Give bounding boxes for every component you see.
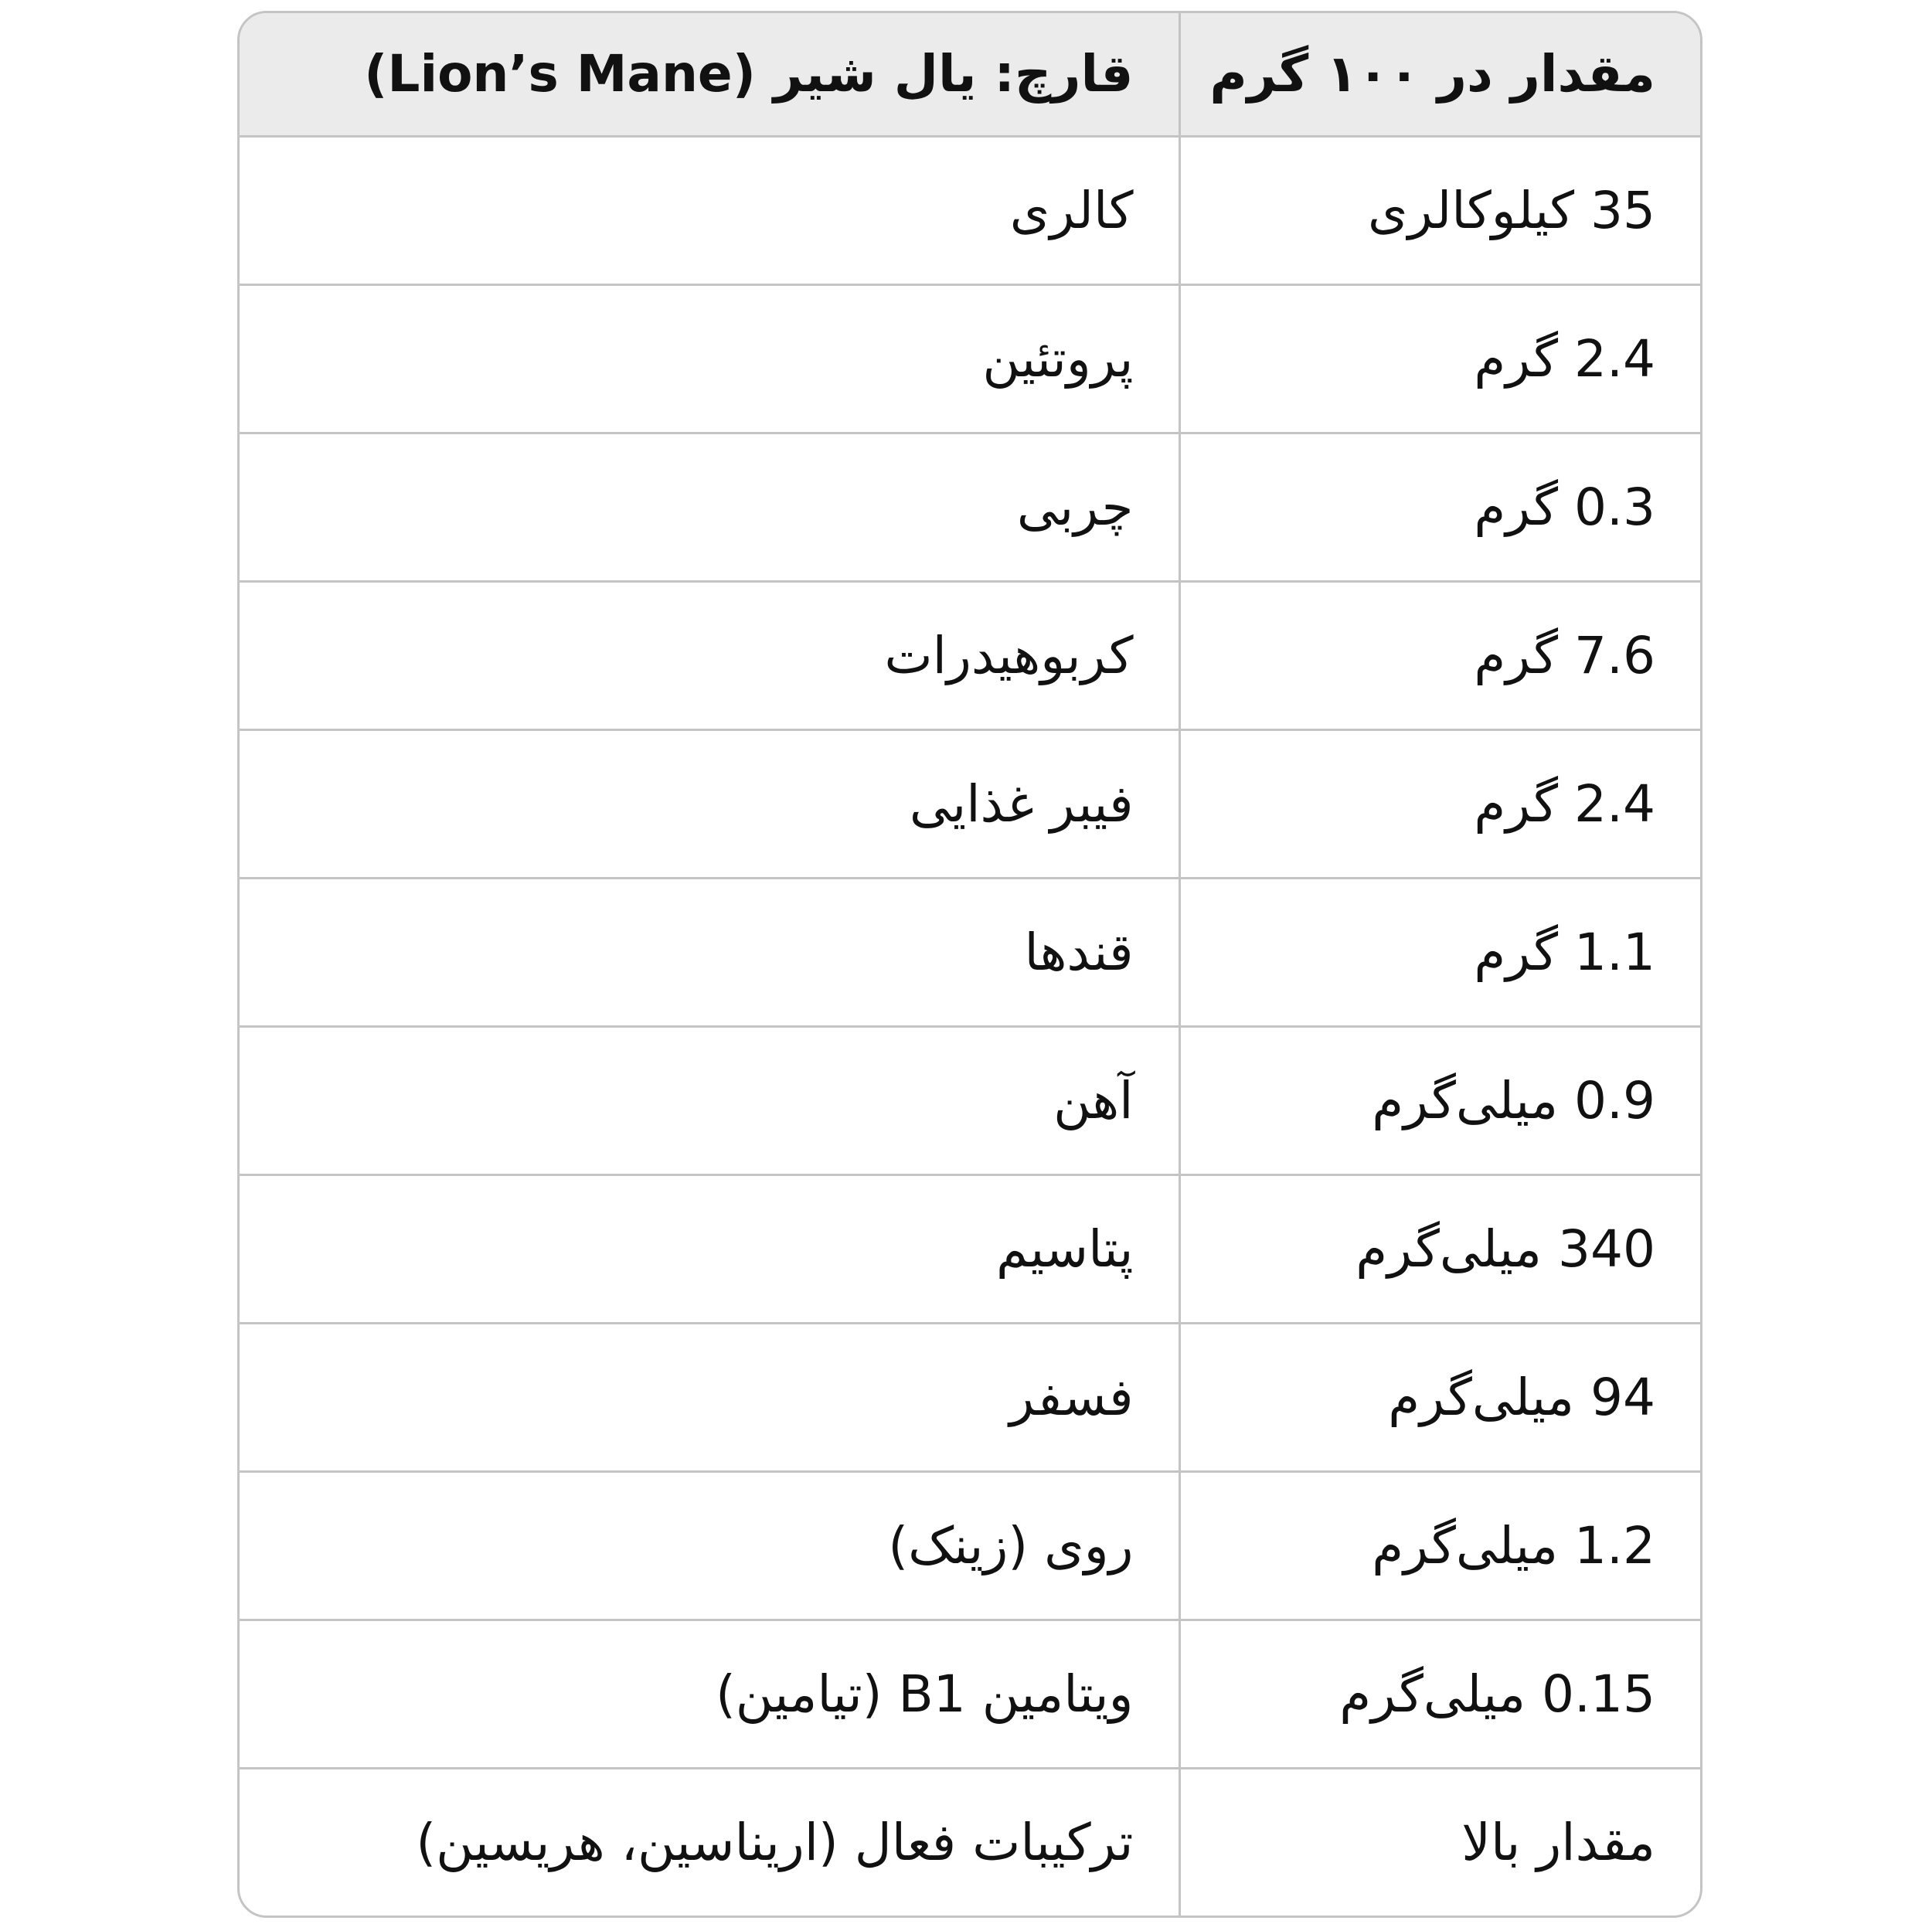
cell-value: 7.6 گرم (1179, 581, 1700, 729)
cell-value: 0.15 میلی‌گرم (1179, 1620, 1700, 1768)
cell-nutrient: فسفر (240, 1323, 1179, 1471)
nutrition-table (240, 13, 1700, 1916)
nutrition-table-container (237, 11, 1702, 1918)
cell-nutrient: پروتئین (240, 284, 1179, 433)
cell-value: 0.3 گرم (1179, 433, 1700, 581)
table-row (240, 878, 1700, 1026)
header-value: مقدار در ۱۰۰ گرم (1179, 13, 1700, 136)
table-row (240, 1323, 1700, 1471)
cell-value: 1.1 گرم (1179, 878, 1700, 1026)
cell-value: 94 میلی‌گرم (1179, 1323, 1700, 1471)
table-row (240, 433, 1700, 581)
table-row (240, 1620, 1700, 1768)
header-row (240, 13, 1700, 136)
cell-nutrient: ترکیبات فعال (اریناسین، هریسین) (240, 1768, 1179, 1916)
cell-nutrient: قندها (240, 878, 1179, 1026)
cell-value: 2.4 گرم (1179, 729, 1700, 878)
table-row (240, 1174, 1700, 1323)
cell-value: مقدار بالا (1461, 1813, 1655, 1873)
table-row (240, 1471, 1700, 1620)
cell-nutrient: روی (زینک) (240, 1471, 1179, 1620)
table-row (240, 729, 1700, 878)
cell-nutrient: ویتامین B1 (تیامین) (240, 1620, 1179, 1768)
cell-value: 340 میلی‌گرم (1179, 1174, 1700, 1323)
table-row (240, 1026, 1700, 1174)
cell-value: 1.2 میلی‌گرم (1179, 1471, 1700, 1620)
table-row (240, 581, 1700, 729)
cell-nutrient: کربوهیدرات (240, 581, 1179, 729)
cell-nutrient: چربی (240, 433, 1179, 581)
table-row (240, 1768, 1700, 1916)
table-row (240, 136, 1700, 284)
cell-value: 0.9 میلی‌گرم (1179, 1026, 1700, 1174)
cell-value: 2.4 گرم (1179, 284, 1700, 433)
table-body (240, 136, 1700, 1916)
cell-nutrient: فیبر غذایی (240, 729, 1179, 878)
header-nutrient: قارچ: یال شیر (Lion’s Mane) (240, 13, 1179, 136)
table-row (240, 284, 1700, 433)
cell-nutrient: کالری (240, 136, 1179, 284)
table-header (240, 13, 1700, 136)
cell-value: 35 کیلوکالری (1179, 136, 1700, 284)
cell-nutrient: پتاسیم (240, 1174, 1179, 1323)
cell-nutrient: آهن (240, 1026, 1179, 1174)
